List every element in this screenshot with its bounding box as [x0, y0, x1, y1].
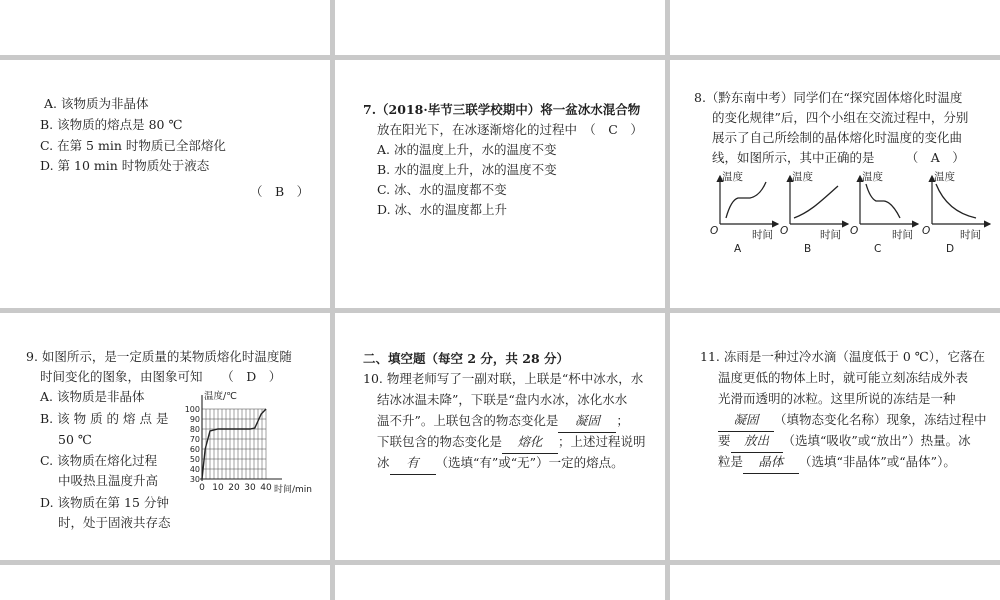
panel-question-11: [670, 313, 1000, 560]
q11-line-1: 11. 冻雨是一种过冷水滴（温度低于 0 ℃），它落在: [700, 349, 985, 364]
q8-stem-line-2: 的变化规律”后，四个小组在交流过程中，分别: [712, 110, 969, 125]
panel-top-right: [670, 0, 1000, 55]
panel-question-6: [0, 60, 330, 308]
q10-answer-3: 有: [390, 453, 436, 475]
q8-d-ylabel: 温度: [934, 171, 955, 183]
q10-section-heading: 二、填空题（每空 2 分，共 28 分）: [363, 351, 570, 366]
q9-option-b: B. 该 物 质 的 熔 点 是: [40, 411, 169, 426]
q10-line-5-end: （选填“有”或“无”）一定的熔点。: [435, 455, 624, 470]
q7-option-a: A. 冰的温度上升，水的温度不变: [377, 142, 557, 157]
q10-line-4: [377, 432, 646, 454]
q9-chart-axes: [200, 395, 282, 481]
q8-c-xlabel: 时间: [892, 229, 913, 241]
q8-graph-c: [850, 170, 918, 255]
q9-y-tick-label: 100: [184, 405, 200, 414]
q9-y-tick-label: 40: [189, 465, 200, 474]
q11-line-5-start: 要: [718, 433, 731, 448]
panel-bottom-middle: [335, 565, 665, 600]
panel-bottom-left: [0, 565, 330, 600]
q11-line-4-text: （填物态变化名称）现象，冻结过程中: [774, 412, 987, 427]
q8-b-ylabel: 温度: [792, 171, 813, 183]
q8-c-ylabel: 温度: [862, 171, 883, 183]
q10-line-3-end: ；: [616, 413, 629, 428]
q9-option-c-cont: 中吸热且温度升高: [58, 473, 159, 488]
q7-option-d: D. 冰、水的温度都上升: [377, 202, 508, 217]
q10-line-3: [377, 411, 629, 433]
q9-option-a: A. 该物质是非晶体: [40, 389, 145, 404]
q9-x-tick-label: 10: [212, 483, 224, 493]
q11-answer-1: 凝固: [718, 410, 774, 432]
q9-x-tick-label: 20: [228, 483, 240, 493]
q7-option-b: B. 水的温度上升，冰的温度不变: [377, 162, 557, 177]
q8-a-origin: O: [710, 225, 719, 237]
panel-bottom-right: [670, 565, 1000, 600]
q6-answer: （ B ）: [250, 184, 310, 199]
q7-stem-line-1: 7.（2018·毕节三联学校期中）将一盆冰水混合物: [363, 102, 641, 117]
q6-option-b: B. 该物质的熔点是 80 ℃: [40, 117, 183, 132]
q10-answer-2: 熔化: [502, 432, 558, 454]
q9-temperature-chart: [182, 383, 322, 493]
q8-d-label: D: [946, 243, 955, 255]
q6-option-d: D. 第 10 min 时物质处于液态: [40, 158, 210, 173]
q8-a-xlabel: 时间: [752, 229, 773, 241]
q9-chart-grid: [202, 409, 266, 479]
q9-x-tick-label: 40: [260, 483, 272, 493]
q11-line-5: [718, 431, 971, 453]
q8-stem-line-4: 线，如图所示，其中正确的是 （ A ）: [712, 150, 965, 165]
q10-line-4-end: ；上述过程说明: [558, 434, 646, 449]
q9-stem-line-2: 时间变化的图象，由图象可知 （ D ）: [40, 369, 282, 384]
q11-line-6-text: （选填“非晶体”或“晶体”）。: [799, 454, 956, 469]
q9-y-tick-label: 70: [189, 435, 200, 444]
q8-d-origin: O: [922, 225, 931, 237]
q8-stem-line-1: 8.（黔东南中考）同学们在“探究固体熔化时温度: [694, 90, 963, 105]
q11-line-2: 温度更低的物体上时，就可能立刻冻结成外表: [718, 370, 969, 385]
q9-y-tick-label: 30: [189, 475, 200, 484]
q6-option-c: C. 在第 5 min 时物质已全部熔化: [40, 138, 226, 153]
q9-y-tick-label: 60: [189, 445, 200, 454]
q8-stem-line-3: 展示了自己所绘制的晶体熔化时温度的变化曲: [712, 130, 963, 145]
q9-option-d-cont: 时，处于固液共存态: [58, 515, 171, 530]
panel-question-7: [335, 60, 665, 308]
q8-d-xlabel: 时间: [960, 229, 981, 241]
q11-line-6: [718, 452, 956, 474]
q10-line-5-text: 冰: [377, 455, 390, 470]
q9-option-b-cont: 50 ℃: [58, 432, 92, 447]
q10-line-3-text: 温不升”。上联包含的物态变化是: [377, 413, 559, 428]
q10-line-4-text: 下联包含的物态变化是: [377, 434, 503, 449]
q8-graph-d: [922, 170, 990, 255]
q8-b-xlabel: 时间: [820, 229, 841, 241]
q11-line-6-start: 粒是: [718, 454, 744, 469]
q9-option-c: C. 该物质在熔化过程: [40, 453, 158, 468]
q10-line-5: [377, 453, 624, 475]
q9-y-tick-label: 50: [189, 455, 200, 464]
q11-answer-3: 晶体: [743, 452, 799, 474]
q6-option-a: A. 该物质为非晶体: [44, 96, 149, 111]
q8-c-origin: O: [850, 225, 859, 237]
q8-graph-b: [780, 170, 848, 255]
q9-y-tick-label: 80: [189, 425, 200, 434]
q9-option-d: D. 该物质在第 15 分钟: [40, 495, 169, 510]
q10-line-1: 10. 物理老师写了一副对联，上联是“杯中冰水，水: [363, 371, 644, 386]
q7-stem-line-2: 放在阳光下，在冰逐渐熔化的过程中 （ C ）: [377, 122, 643, 137]
panel-top-middle: [335, 0, 665, 55]
q8-a-label: A: [734, 243, 742, 255]
q10-answer-1: 凝固: [558, 411, 616, 433]
q11-answer-2: 放出: [731, 431, 783, 453]
q11-line-3: 光滑而透明的冰粒。这里所说的冻结是一种: [718, 391, 956, 406]
q9-chart-xlabel: 时间/min: [274, 485, 313, 493]
q10-line-2: 结冰冰温未降”，下联是“盘内水冰，冰化水水: [377, 392, 628, 407]
q9-x-tick-label: 0: [199, 483, 205, 493]
q8-a-ylabel: 温度: [722, 171, 743, 183]
q8-graph-options: [670, 168, 1000, 278]
panel-top-left: [0, 0, 330, 55]
q11-line-4: [718, 410, 987, 432]
q11-line-5-text: （选填“吸收”或“放出”）热量。冰: [782, 433, 971, 448]
q8-graph-a: [710, 170, 778, 255]
q8-b-label: B: [804, 243, 812, 255]
q9-chart-ylabel: 温度/℃: [204, 391, 237, 402]
panel-question-8: [670, 60, 1000, 308]
q9-y-tick-label: 90: [189, 415, 200, 424]
q7-option-c: C. 冰、水的温度都不变: [377, 182, 507, 197]
panel-question-10: [335, 313, 665, 560]
q8-b-origin: O: [780, 225, 789, 237]
panel-question-9: [0, 313, 330, 560]
q9-x-tick-label: 30: [244, 483, 256, 493]
q9-stem-line-1: 9. 如图所示，是一定质量的某物质熔化时温度随: [26, 349, 292, 364]
q8-c-label: C: [874, 243, 882, 255]
